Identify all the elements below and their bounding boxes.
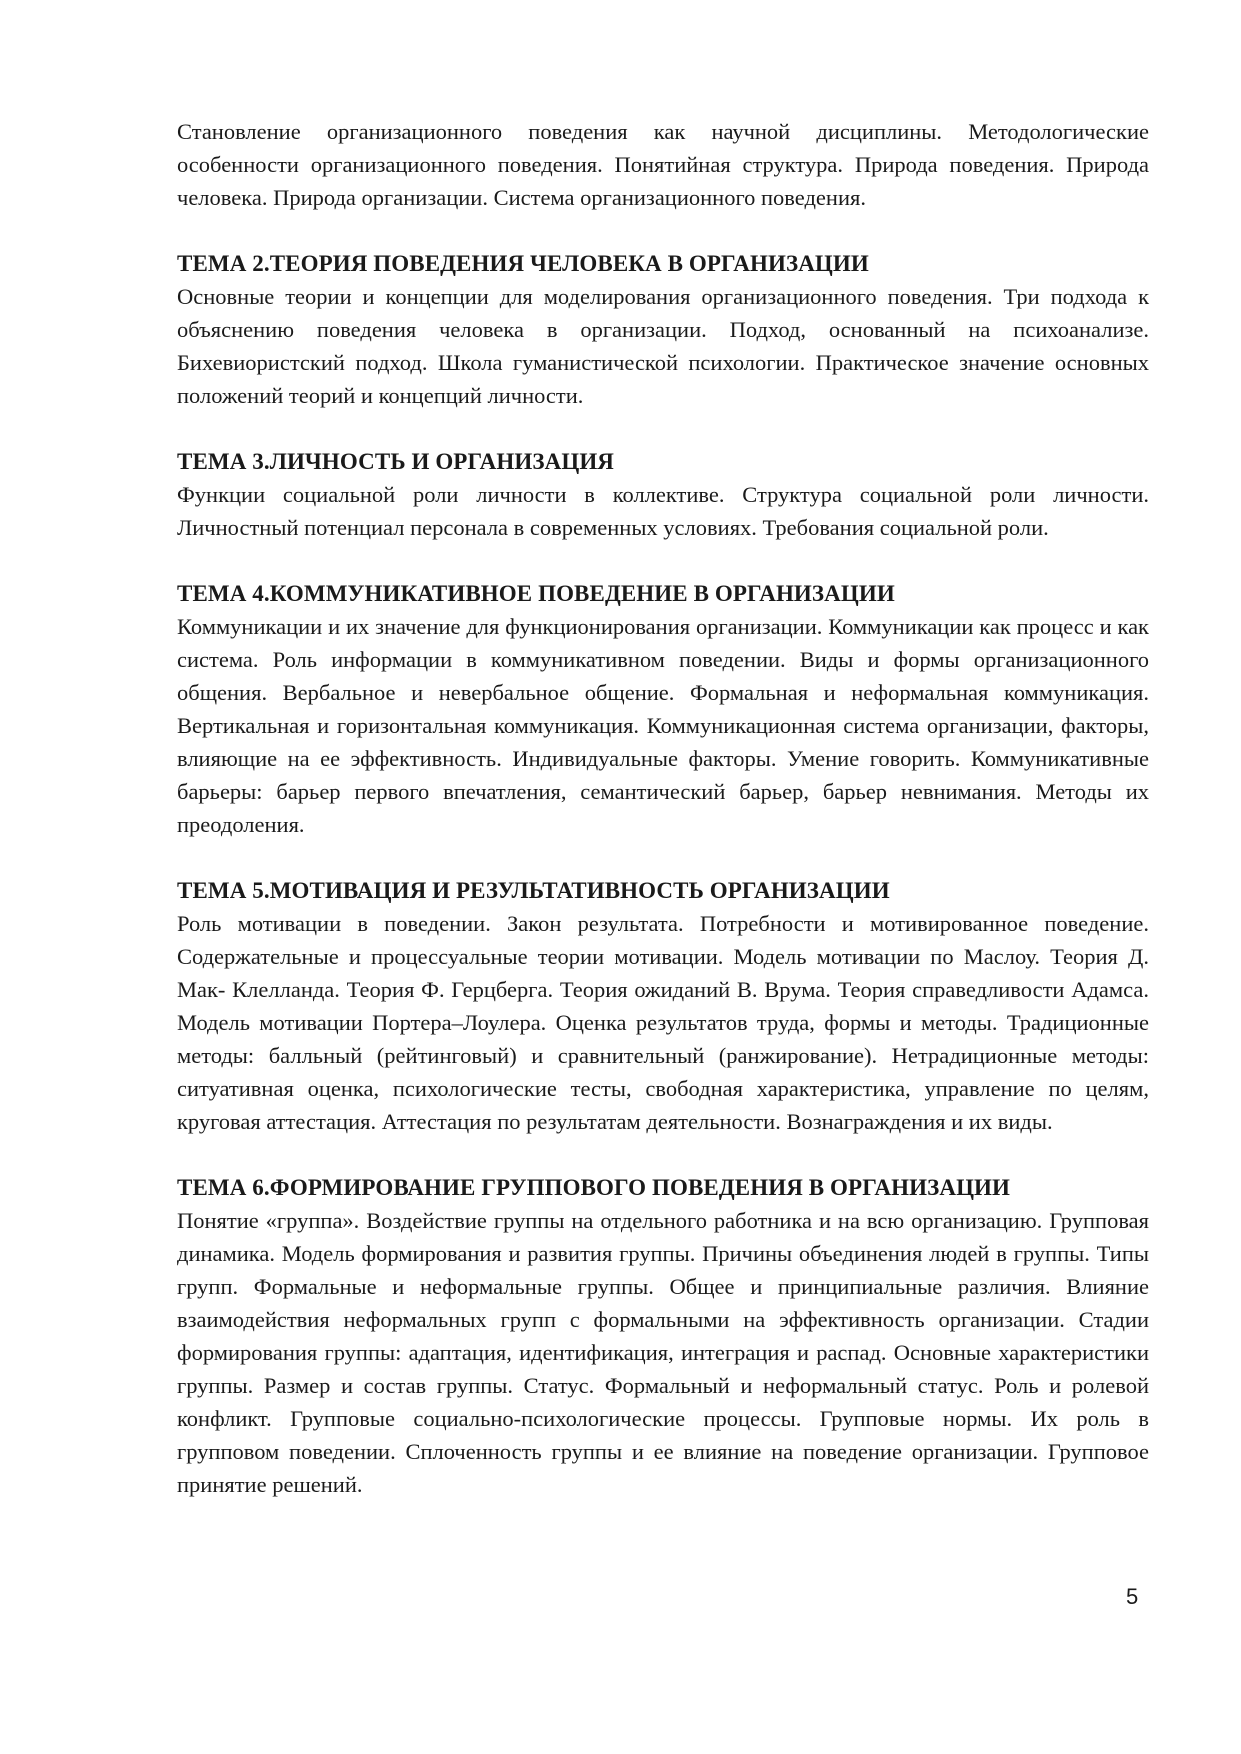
section-heading: ТЕМА 5.МОТИВАЦИЯ И РЕЗУЛЬТАТИВНОСТЬ ОРГАНИЗАЦИИ [177, 878, 890, 903]
section-body: Коммуникации и их значение для функционирования организации. Коммуникации как процесс и как система. Роль информации в коммуникативном поведении. Виды и формы организационного общения. Вербальное и невербальное общение. Формальная и неформальная коммуникация. Вертикальная и горизонтальная коммуникация. Коммуникационная система организации, факторы, влияющие на ее эффективность. Индивидуальные факторы. Умение говорить. Коммуникативные барьеры: барьер первого впечатления, семантический барьер, барьер невнимания. Методы их преодоления. [177, 614, 1149, 837]
section-heading: ТЕМА 6.ФОРМИРОВАНИЕ ГРУППОВОГО ПОВЕДЕНИЯ В ОРГАНИЗАЦИИ [177, 1175, 1011, 1200]
intro-paragraph: Становление организационного поведения как научной дисциплины. Методологические особенности организационного поведения. Понятийная структура. Природа поведения. Природа человека. Природа организации. Система организационного поведения. [177, 119, 1149, 210]
section-heading: ТЕМА 3.ЛИЧНОСТЬ И ОРГАНИЗАЦИЯ [177, 449, 615, 474]
page-number: 5 [1126, 1584, 1139, 1609]
section-theme-6 [177, 1171, 1149, 1501]
section-theme-2 [177, 247, 1149, 412]
section-body: Основные теории и концепции для моделирования организационного поведения. Три подхода к объяснению поведения человека в организации. Подход, основанный на психоанализе. Бихевиористский подход. Школа гуманистической психологии. Практическое значение основных положений теорий и концепций личности. [177, 284, 1149, 408]
section-body: Роль мотивации в поведении. Закон результата. Потребности и мотивированное поведение. Содержательные и процессуальные теории мотивации. Модель мотивации по Маслоу. Теория Д. Мак- Клелланда. Теория Ф. Герцберга. Теория ожиданий В. Врума. Теория справедливости Адамса. Модель мотивации Портера–Лоулера. Оценка результатов труда, формы и методы. Традиционные методы: балльный (рейтинговый) и сравнительный (ранжирование). Нетрадиционные методы: ситуативная оценка, психологические тесты, свободная характеристика, управление по целям, круговая аттестация. Аттестация по результатам деятельности. Вознаграждения и их виды. [177, 911, 1149, 1134]
section-heading: ТЕМА 4.КОММУНИКАТИВНОЕ ПОВЕДЕНИЕ В ОРГАНИЗАЦИИ [177, 581, 895, 606]
section-theme-4 [177, 577, 1149, 841]
page-content [177, 115, 1149, 1501]
section-theme-5 [177, 874, 1149, 1138]
section-heading: ТЕМА 2.ТЕОРИЯ ПОВЕДЕНИЯ ЧЕЛОВЕКА В ОРГАНИЗАЦИИ [177, 251, 869, 276]
section-theme-3 [177, 445, 1149, 544]
section-body: Функции социальной роли личности в коллективе. Структура социальной роли личности. Личностный потенциал персонала в современных условиях. Требования социальной роли. [177, 482, 1149, 540]
section-body: Понятие «группа». Воздействие группы на отдельного работника и на всю организацию. Групповая динамика. Модель формирования и развития группы. Причины объединения людей в группы. Типы групп. Формальные и неформальные группы. Общее и принципиальные различия. Влияние взаимодействия неформальных групп с формальными на эффективность организации. Стадии формирования группы: адаптация, идентификация, интеграция и распад. Основные характеристики группы. Размер и состав группы. Статус. Формальный и неформальный статус. Роль и ролевой конфликт. Групповые социально-психологические процессы. Групповые нормы. Их роль в групповом поведении. Сплоченность группы и ее влияние на поведение организации. Групповое принятие решений. [177, 1208, 1149, 1497]
